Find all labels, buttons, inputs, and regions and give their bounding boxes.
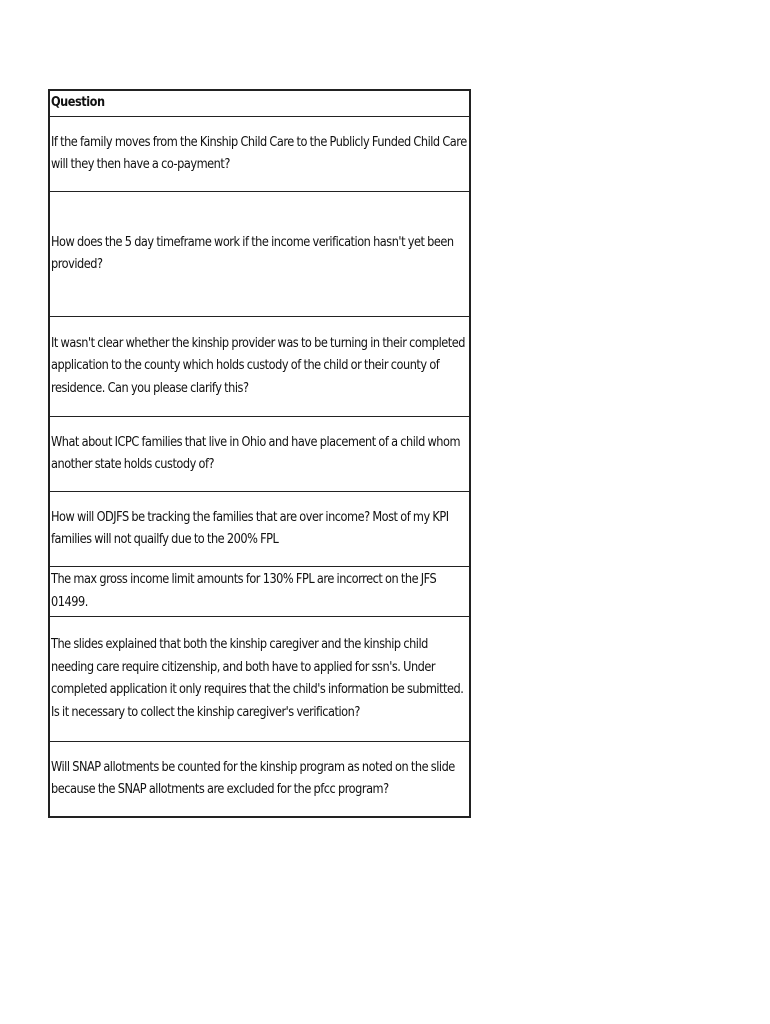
question-text: How will ODJFS be tracking the families that are over income? Most of my KPI families will not quailfy due to the 200% FPL: [51, 509, 449, 547]
question-cell[interactable]: [49, 117, 470, 192]
question-cell[interactable]: [49, 617, 470, 742]
question-text: The max gross income limit amounts for 130% FPL are incorrect on the JFS 01499.: [51, 572, 437, 610]
table-row: [49, 492, 470, 567]
table-row: [49, 117, 470, 192]
table-row: [49, 417, 470, 492]
table-row: [49, 617, 470, 742]
question-text: It wasn't clear whether the kinship provider was to be turning in their completed application to the county which holds custody of the child or their county of residence. Can you please clarify this?: [51, 335, 466, 396]
questions-table: [48, 89, 471, 818]
question-header-label: Question: [51, 95, 105, 111]
question-cell[interactable]: [49, 492, 470, 567]
question-text: What about ICPC families that live in Ohio and have placement of a child whom another state holds custody of?: [51, 434, 461, 472]
table-row: [49, 317, 470, 417]
table-header-row: [49, 90, 470, 117]
table-row: [49, 742, 470, 818]
table-row: [49, 567, 470, 617]
question-text: Will SNAP allotments be counted for the kinship program as noted on the slide because the SNAP allotments are excluded for the pfcc program?: [51, 759, 455, 797]
question-cell[interactable]: [49, 742, 470, 818]
question-cell[interactable]: [49, 192, 470, 317]
question-column-header[interactable]: [49, 90, 470, 117]
question-text: If the family moves from the Kinship Child Care to the Publicly Funded Child Care will they then have a co-payment?: [51, 134, 467, 172]
question-cell[interactable]: [49, 417, 470, 492]
question-text: How does the 5 day timeframe work if the income verification hasn't yet been provided?: [51, 234, 454, 272]
question-cell[interactable]: [49, 567, 470, 617]
question-cell[interactable]: [49, 317, 470, 417]
table-row: [49, 192, 470, 317]
question-text: The slides explained that both the kinship caregiver and the kinship child needing care require citizenship, and both have to applied for ssn's. Under completed application it only requires that the child's information be submitted. Is it necessary to collect the kinship caregiver's verification?: [51, 637, 464, 720]
